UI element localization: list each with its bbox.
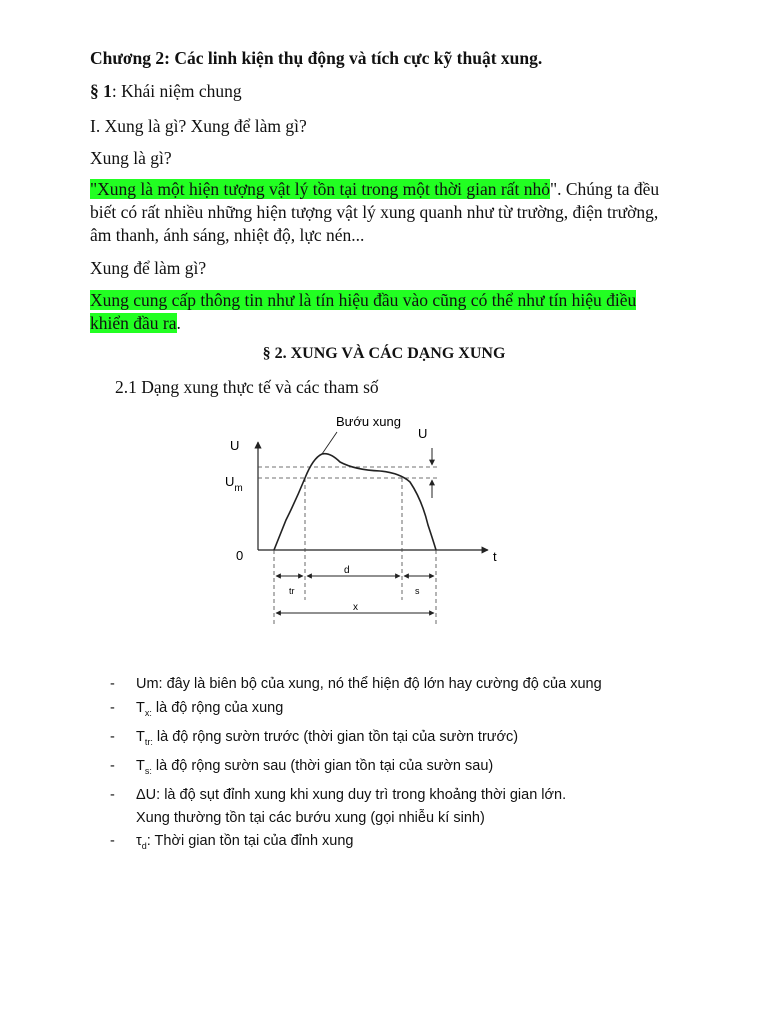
bullet-symbol: T	[136, 700, 145, 716]
bullet-subscript: x:	[144, 707, 152, 718]
tr-label: tr	[289, 586, 295, 596]
bullet-dash: -	[110, 700, 115, 716]
bullet-text: là độ rộng sườn trước (thời gian tồn tại của sườn trước)	[152, 728, 519, 745]
axis-t-label: t	[493, 549, 497, 564]
chapter-title: Chương 2: Các linh kiện thụ động và tích cực kỹ thuật xung.	[90, 48, 543, 68]
d-label: d	[344, 565, 350, 576]
section-1-mark: § 1	[90, 81, 112, 101]
pulse-curve	[274, 454, 436, 550]
purpose-end: .	[176, 313, 181, 333]
bullet-dash: -	[110, 757, 115, 774]
delta-u-label: U	[418, 426, 428, 441]
bullet-tx	[110, 696, 602, 725]
bump-label: Bướu xung	[336, 414, 401, 429]
bullet-td	[110, 829, 602, 858]
bullet-text: : Thời gian tồn tại của đỉnh xung	[146, 832, 354, 849]
section-2-title: § 2. XUNG VÀ CÁC DẠNG XUNG	[262, 345, 506, 362]
bullet-dash: -	[110, 832, 115, 849]
definition-rest: ". Chúng ta đều	[549, 179, 660, 199]
bullet-subscript: tr:	[144, 736, 153, 747]
bullet-delta-u-continued	[110, 807, 602, 829]
question-what: Xung là gì?	[90, 148, 172, 168]
question-heading: I. Xung là gì? Xung để làm gì?	[90, 116, 307, 136]
bullet-text: là độ rộng sườn sau (thời gian tồn tại của sườn sau)	[151, 757, 494, 774]
origin-label: 0	[236, 548, 244, 563]
purpose-line-1	[90, 289, 636, 311]
bullet-ts	[110, 754, 602, 783]
parameter-list	[110, 672, 602, 858]
subsection-2-1: 2.1 Dạng xung thực tế và các tham số	[115, 377, 379, 397]
bullet-symbol: T	[136, 757, 145, 774]
purpose-highlight-1: Xung cung cấp thông tin như là tín hiệu đầu vào cũng có thể như tín hiệu điều	[90, 290, 637, 310]
bullet-text-continued: Xung thường tồn tại các bướu xung (gọi nhiễu kí sinh)	[136, 809, 485, 826]
axis-u-label: U	[230, 438, 240, 453]
bullet-text: Um: đây là biên bộ của xung, nó thể hiện độ lớn hay cường độ của xung	[136, 676, 602, 692]
purpose-line-2	[90, 312, 181, 334]
pulse-diagram	[0, 400, 768, 660]
bullet-subscript: d	[141, 840, 147, 851]
bullet-symbol: τ	[136, 832, 142, 849]
bullet-um	[110, 672, 602, 696]
bump-pointer	[322, 432, 337, 454]
bullet-dash: -	[110, 676, 115, 692]
bullet-ttr	[110, 725, 602, 754]
definition-highlight: "Xung là một hiện tượng vật lý tồn tại trong một thời gian rất nhỏ	[90, 179, 550, 199]
bullet-subscript: s:	[144, 765, 152, 776]
bullet-delta-u	[110, 783, 602, 807]
definition-line-2: biết có rất nhiều những hiện tượng vật lý xung quanh như từ trường, điện trường,	[90, 202, 659, 222]
bullet-symbol: T	[136, 728, 145, 745]
bullet-dash: -	[110, 728, 115, 745]
x-label: x	[353, 602, 358, 613]
bullet-text: ΔU: là độ sụt đỉnh xung khi xung duy trì trong khoảng thời gian lớn.	[136, 786, 567, 803]
um-label: $U_m$	[225, 474, 243, 494]
definition-line-1	[90, 178, 659, 200]
definition-line-3: âm thanh, ánh sáng, nhiệt độ, lực nén...	[90, 225, 365, 245]
question-why: Xung để làm gì?	[90, 258, 207, 278]
section-1-heading	[90, 80, 242, 102]
bullet-text: là độ rộng của xung	[151, 700, 284, 716]
bullet-dash: -	[110, 786, 115, 803]
purpose-highlight-2: khiển đầu ra	[90, 313, 177, 333]
section-1-text: : Khái niệm chung	[111, 81, 242, 101]
s-label: s	[415, 586, 420, 596]
